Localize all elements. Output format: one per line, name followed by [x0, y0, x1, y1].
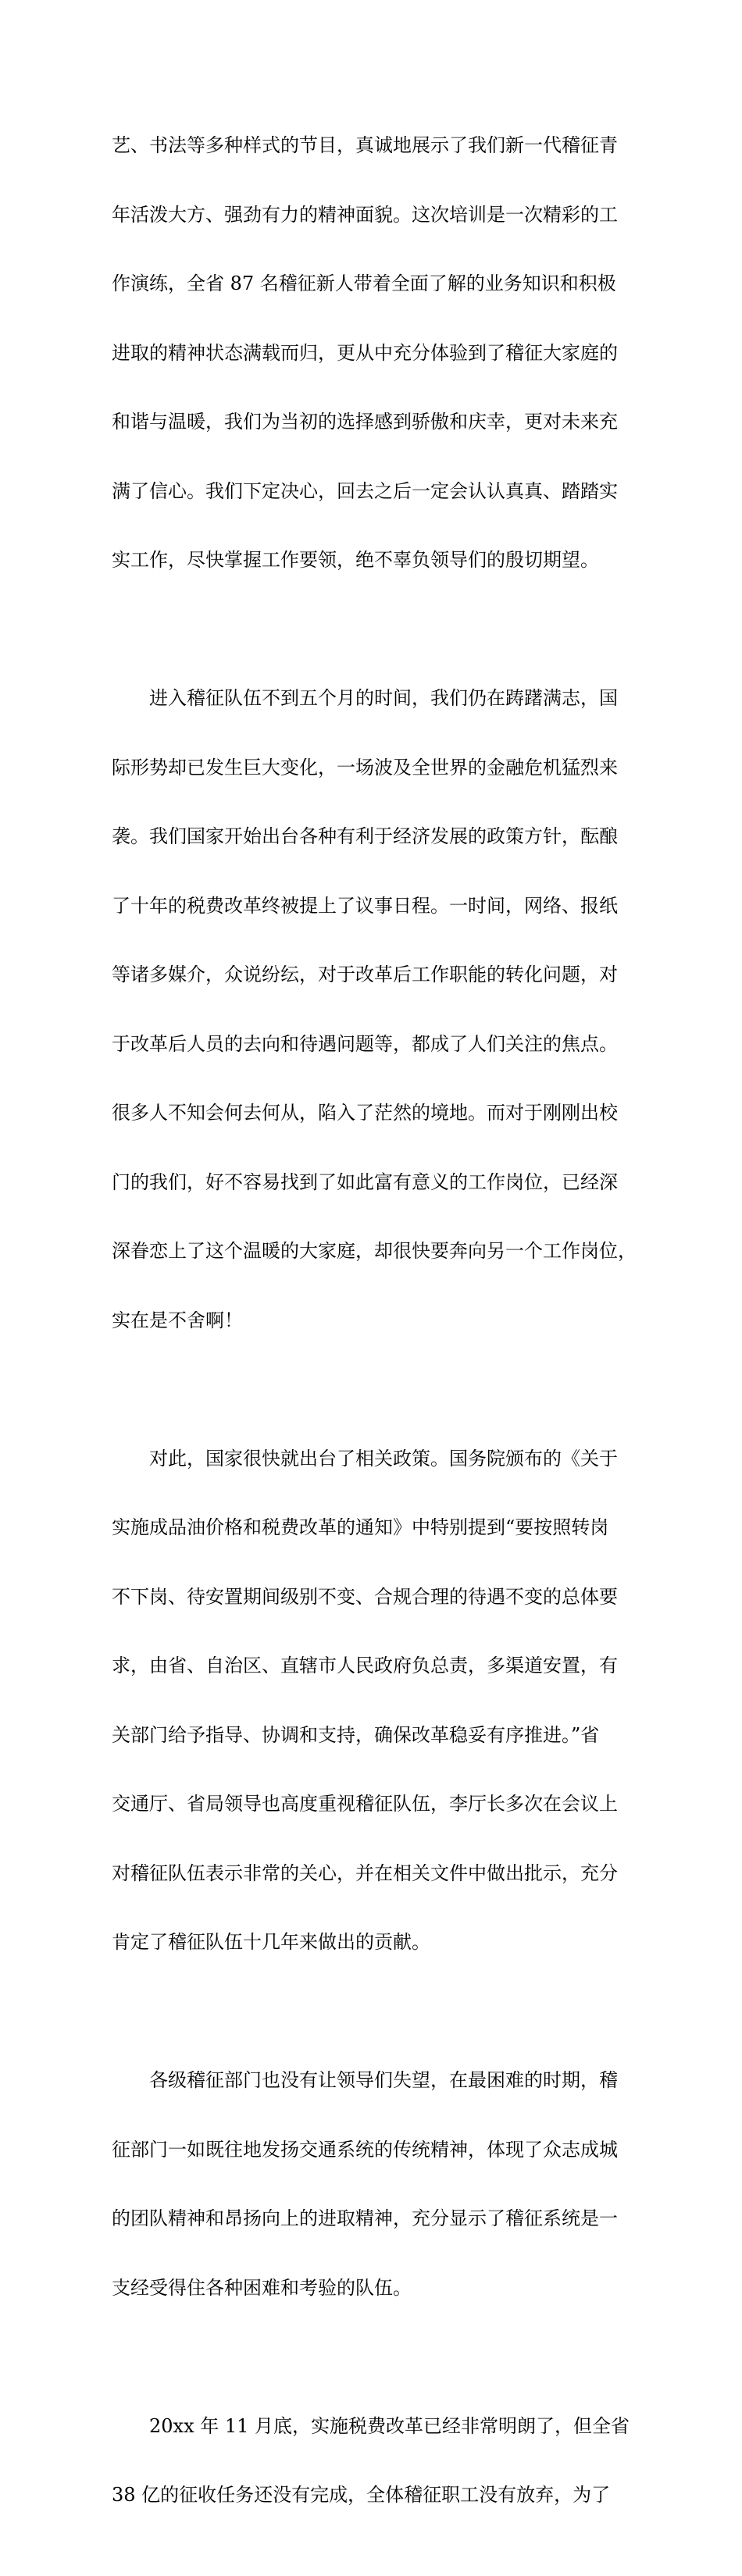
text-line: 很多人不知会何去何从，陷入了茫然的境地。而对于刚刚出校 [112, 1102, 618, 1124]
text-line: 的团队精神和昂扬向上的进取精神，充分显示了稽征系统是一 [112, 2207, 618, 2229]
text-line: 际形势却已发生巨大变化，一场波及全世界的金融危机猛烈来 [112, 756, 618, 779]
text-line-content: 各级稽征部门也没有让领导们失望，在最困难的时期，稽 [149, 2069, 618, 2091]
text-line: 艺、书法等多种样式的节目，真诚地展示了我们新一代稽征青 [112, 134, 618, 156]
paragraph-1 [112, 88, 651, 618]
text-line: 满了信心。我们下定决心，回去之后一定会认认真真、踏踏实 [112, 479, 618, 502]
text-line: 实施成品油价格和税费改革的通知》中特别提到“要按照转岗 [112, 1516, 609, 1538]
text-line-content: 20xx 年 11 月底，实施税费改革已经非常明朗了，但全省 [149, 2414, 630, 2437]
text-line-first [112, 2069, 651, 2093]
text-line-content: 对此，国家很快就出台了相关政策。国务院颁布的《关于 [149, 1447, 618, 1470]
text-line: 等诸多媒介，众说纷纭，对于改革后工作职能的转化问题，对 [112, 964, 618, 985]
text-line: 年活泼大方、强劲有力的精神面貌。这次培训是一次精彩的工 [112, 203, 618, 226]
text-line: 不下岗、待安置期间级别不变、合规合理的待遇不变的总体要 [112, 1585, 618, 1608]
text-line: 作演练，全省 87 名稽征新人带着全面了解的业务知识和积极 [112, 273, 616, 294]
text-line: 门的我们，好不容易找到了如此富有意义的工作岗位，已经深 [112, 1170, 618, 1193]
text-line: 于改革后人员的去向和待遇问题等，都成了人们关注的焦点。 [112, 1032, 618, 1055]
document-body [112, 88, 651, 2576]
text-line: 关部门给予指导、协调和支持，确保改革稳妥有序推进。”省 [112, 1723, 600, 1746]
text-line: 交通厅、省局领导也高度重视稽征队伍，李厅长多次在会议上 [112, 1793, 618, 1815]
text-line: 实工作，尽快掌握工作要领，绝不辜负领导们的殷切期望。 [112, 549, 599, 571]
paragraph-5 [112, 2369, 651, 2553]
text-line-first [112, 2415, 651, 2439]
text-line: 袭。我们国家开始出台各种有利于经济发展的政策方针，酝酿 [112, 825, 618, 847]
text-line: 征部门一如既往地发扬交通系统的传统精神，体现了众志成城 [112, 2138, 618, 2161]
text-line: 38 亿的征收任务还没有完成，全体稽征职工没有放弃，为了 [112, 2484, 611, 2506]
text-line: 了十年的税费改革终被提上了议事日程。一时间，网络、报纸 [112, 894, 618, 917]
text-line-first [112, 687, 651, 711]
text-line: 进取的精神状态满载而归，更从中充分体验到了稽征大家庭的 [112, 341, 618, 364]
paragraph-3 [112, 1402, 651, 2001]
text-line-first [112, 1448, 651, 1471]
text-line: 对稽征队伍表示非常的关心，并在相关文件中做出批示，充分 [112, 1862, 618, 1884]
text-line: 深眷恋上了这个温暖的大家庭，却很快要奔向另一个工作岗位， [112, 1240, 637, 1262]
text-line-content: 进入稽征队伍不到五个月的时间，我们仍在踌躇满志，国 [149, 687, 618, 709]
text-line: 支经受得住各种困难和考验的队伍。 [112, 2276, 412, 2299]
paragraph-4 [112, 2023, 651, 2346]
paragraph-2 [112, 641, 651, 1378]
text-line: 实在是不舍啊！ [112, 1309, 243, 1331]
text-line: 肯定了稽征队伍十几年来做出的贡献。 [112, 1931, 430, 1953]
text-line: 和谐与温暖，我们为当初的选择感到骄傲和庆幸，更对未来充 [112, 411, 618, 433]
text-line: 求，由省、自治区、直辖市人民政府负总责，多渠道安置，有 [112, 1655, 618, 1676]
